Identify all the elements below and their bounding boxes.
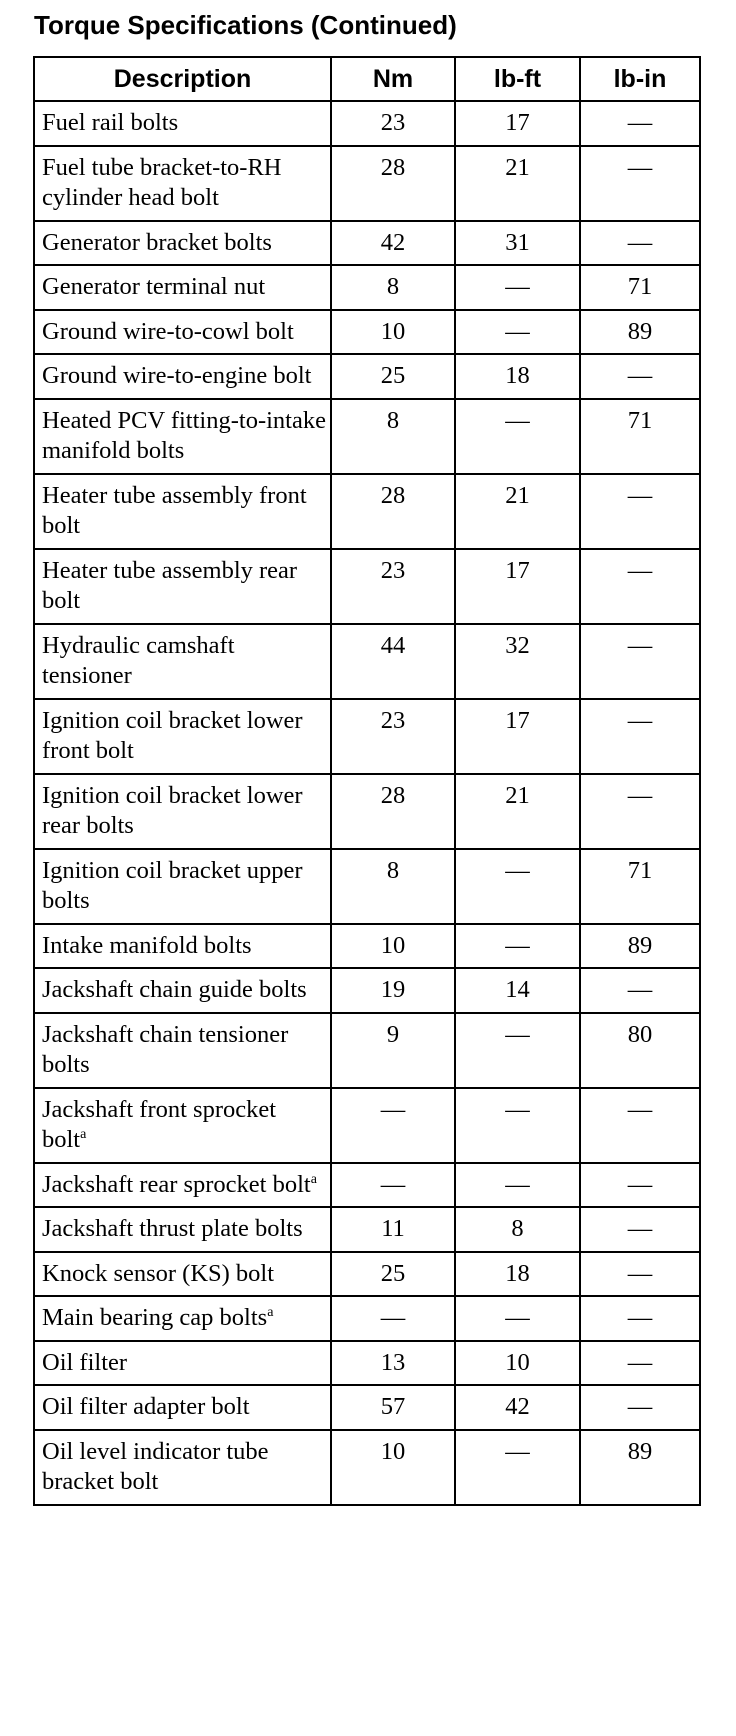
nm-cell: 28	[331, 774, 455, 849]
lb-in-cell: —	[580, 146, 700, 221]
lb-ft-cell: —	[455, 1430, 580, 1505]
lb-ft-cell: —	[455, 1013, 580, 1088]
description-cell	[34, 968, 331, 1013]
lb-ft-cell: —	[455, 1296, 580, 1341]
lb-in-cell: —	[580, 1385, 700, 1430]
table-row	[34, 354, 700, 399]
lb-in-cell: 89	[580, 924, 700, 969]
table-row	[34, 1163, 700, 1208]
column-header-lb-ft: lb-ft	[455, 57, 580, 101]
nm-cell: 25	[331, 354, 455, 399]
lb-in-cell: 89	[580, 1430, 700, 1505]
description-text: Jackshaft chain guide bolts	[42, 976, 307, 1003]
table-row	[34, 549, 700, 624]
lb-ft-cell: 8	[455, 1207, 580, 1252]
page-title: Torque Specifications (Continued)	[34, 10, 457, 40]
description-cell	[34, 1163, 331, 1208]
description-text: Ignition coil bracket lower front bolt	[42, 706, 303, 764]
lb-in-cell: —	[580, 699, 700, 774]
description-text: Ignition coil bracket lower rear bolts	[42, 781, 303, 839]
description-text: Ground wire-to-engine bolt	[42, 362, 312, 389]
description-cell	[34, 399, 331, 474]
description-cell	[34, 774, 331, 849]
table-row	[34, 1207, 700, 1252]
nm-cell: 23	[331, 101, 455, 146]
table-row	[34, 221, 700, 266]
nm-cell: 10	[331, 1430, 455, 1505]
lb-in-cell: 80	[580, 1013, 700, 1088]
description-cell	[34, 310, 331, 355]
description-cell	[34, 474, 331, 549]
description-text: Oil filter	[42, 1348, 128, 1376]
nm-cell: 57	[331, 1385, 455, 1430]
lb-ft-cell: 17	[455, 549, 580, 624]
column-header-nm: Nm	[331, 57, 455, 101]
lb-ft-cell: 10	[455, 1341, 580, 1386]
table-body	[34, 101, 700, 1505]
description-text: Heated PCV fitting-to-intake manifold bolts	[42, 406, 326, 464]
lb-ft-cell: 21	[455, 474, 580, 549]
table-row	[34, 699, 700, 774]
lb-in-cell: —	[580, 474, 700, 549]
description-text: Heater tube assembly front bolt	[42, 481, 307, 539]
description-cell	[34, 549, 331, 624]
lb-in-cell: —	[580, 549, 700, 624]
description-cell	[34, 1088, 331, 1163]
description-cell	[34, 1013, 331, 1088]
lb-ft-cell: 17	[455, 699, 580, 774]
description-text: Fuel tube bracket-to-RH cylinder head bolt	[42, 153, 282, 211]
lb-ft-cell: 32	[455, 624, 580, 699]
lb-in-cell: —	[580, 774, 700, 849]
table-row	[34, 1296, 700, 1341]
description-cell	[34, 1252, 331, 1297]
description-cell	[34, 354, 331, 399]
nm-cell: 10	[331, 924, 455, 969]
table-row	[34, 474, 700, 549]
lb-ft-cell: 21	[455, 146, 580, 221]
lb-in-cell: —	[580, 1341, 700, 1386]
nm-cell: 23	[331, 699, 455, 774]
description-text: Intake manifold bolts	[42, 931, 252, 959]
lb-in-cell: 71	[580, 399, 700, 474]
table-row	[34, 146, 700, 221]
lb-ft-cell: —	[455, 924, 580, 969]
description-text: Generator bracket bolts	[42, 228, 272, 256]
nm-cell: 28	[331, 474, 455, 549]
table-row	[34, 1430, 700, 1505]
table-row	[34, 399, 700, 474]
lb-in-cell: 71	[580, 265, 700, 310]
nm-cell: 8	[331, 849, 455, 924]
lb-ft-cell: —	[455, 310, 580, 355]
table-row	[34, 1013, 700, 1088]
table-row	[34, 1088, 700, 1163]
table-row	[34, 265, 700, 310]
lb-in-cell: —	[580, 101, 700, 146]
nm-cell: 10	[331, 310, 455, 355]
nm-cell: 8	[331, 399, 455, 474]
description-cell	[34, 924, 331, 969]
lb-ft-cell: 17	[455, 101, 580, 146]
lb-in-cell: —	[580, 1296, 700, 1341]
nm-cell: 28	[331, 146, 455, 221]
table-header	[34, 57, 700, 101]
footnote-marker: a	[310, 1171, 317, 1187]
description-text: Knock sensor (KS) bolt	[42, 1259, 275, 1287]
table-row	[34, 101, 700, 146]
lb-ft-cell: 18	[455, 1252, 580, 1297]
lb-in-cell: —	[580, 1252, 700, 1297]
footnote-marker: a	[80, 1127, 87, 1142]
nm-cell: —	[331, 1088, 455, 1163]
nm-cell: 44	[331, 624, 455, 699]
lb-ft-cell: 21	[455, 774, 580, 849]
nm-cell: 23	[331, 549, 455, 624]
footnote-marker: a	[267, 1305, 274, 1320]
description-text: Jackshaft rear sprocket bolt	[42, 1170, 311, 1198]
column-header-description: Description	[34, 57, 331, 101]
lb-ft-cell: 18	[455, 354, 580, 399]
nm-cell: —	[331, 1163, 455, 1208]
table-row	[34, 1341, 700, 1386]
nm-cell: 42	[331, 221, 455, 266]
torque-specifications-table	[33, 56, 701, 1506]
description-text: Heater tube assembly rear bolt	[42, 556, 298, 614]
nm-cell: 19	[331, 968, 455, 1013]
table-row	[34, 774, 700, 849]
nm-cell: 8	[331, 265, 455, 310]
table-row	[34, 1252, 700, 1297]
description-cell	[34, 265, 331, 310]
description-text: Jackshaft thrust plate bolts	[42, 1215, 303, 1242]
description-cell	[34, 624, 331, 699]
lb-ft-cell: 31	[455, 221, 580, 266]
description-cell	[34, 699, 331, 774]
lb-in-cell: —	[580, 624, 700, 699]
description-text: Fuel rail bolts	[42, 109, 179, 136]
column-header-lb-in: lb-in	[580, 57, 700, 101]
description-text: Hydraulic camshaft tensioner	[42, 631, 235, 689]
lb-in-cell: —	[580, 968, 700, 1013]
description-text: Ignition coil bracket upper bolts	[42, 856, 303, 914]
nm-cell: 25	[331, 1252, 455, 1297]
description-cell	[34, 1296, 331, 1341]
header-row	[34, 57, 700, 101]
description-cell	[34, 221, 331, 266]
lb-ft-cell: —	[455, 399, 580, 474]
lb-ft-cell: —	[455, 1088, 580, 1163]
lb-in-cell: —	[580, 1207, 700, 1252]
lb-in-cell: 71	[580, 849, 700, 924]
table-row	[34, 1385, 700, 1430]
lb-ft-cell: —	[455, 1163, 580, 1208]
description-text: Jackshaft front sprocket bolt	[42, 1095, 277, 1153]
lb-ft-cell: —	[455, 849, 580, 924]
description-cell	[34, 1207, 331, 1252]
description-text: Oil level indicator tube bracket bolt	[42, 1437, 269, 1495]
description-text: Ground wire-to-cowl bolt	[42, 317, 294, 345]
description-cell	[34, 101, 331, 146]
lb-ft-cell: 42	[455, 1385, 580, 1430]
table-row	[34, 310, 700, 355]
table-row	[34, 968, 700, 1013]
nm-cell: 11	[331, 1207, 455, 1252]
description-cell	[34, 146, 331, 221]
lb-ft-cell: —	[455, 265, 580, 310]
description-cell	[34, 1385, 331, 1430]
lb-in-cell: 89	[580, 310, 700, 355]
nm-cell: 9	[331, 1013, 455, 1088]
table-row	[34, 624, 700, 699]
lb-ft-cell: 14	[455, 968, 580, 1013]
description-cell	[34, 1341, 331, 1386]
nm-cell: 13	[331, 1341, 455, 1386]
description-cell	[34, 1430, 331, 1505]
description-cell	[34, 849, 331, 924]
table-row	[34, 924, 700, 969]
description-text: Main bearing cap bolts	[42, 1304, 268, 1331]
description-text: Oil filter adapter bolt	[42, 1393, 250, 1420]
description-text: Jackshaft chain tensioner bolts	[42, 1020, 289, 1078]
lb-in-cell: —	[580, 1088, 700, 1163]
lb-in-cell: —	[580, 1163, 700, 1208]
description-text: Generator terminal nut	[42, 273, 266, 300]
lb-in-cell: —	[580, 221, 700, 266]
table-row	[34, 849, 700, 924]
lb-in-cell: —	[580, 354, 700, 399]
nm-cell: —	[331, 1296, 455, 1341]
